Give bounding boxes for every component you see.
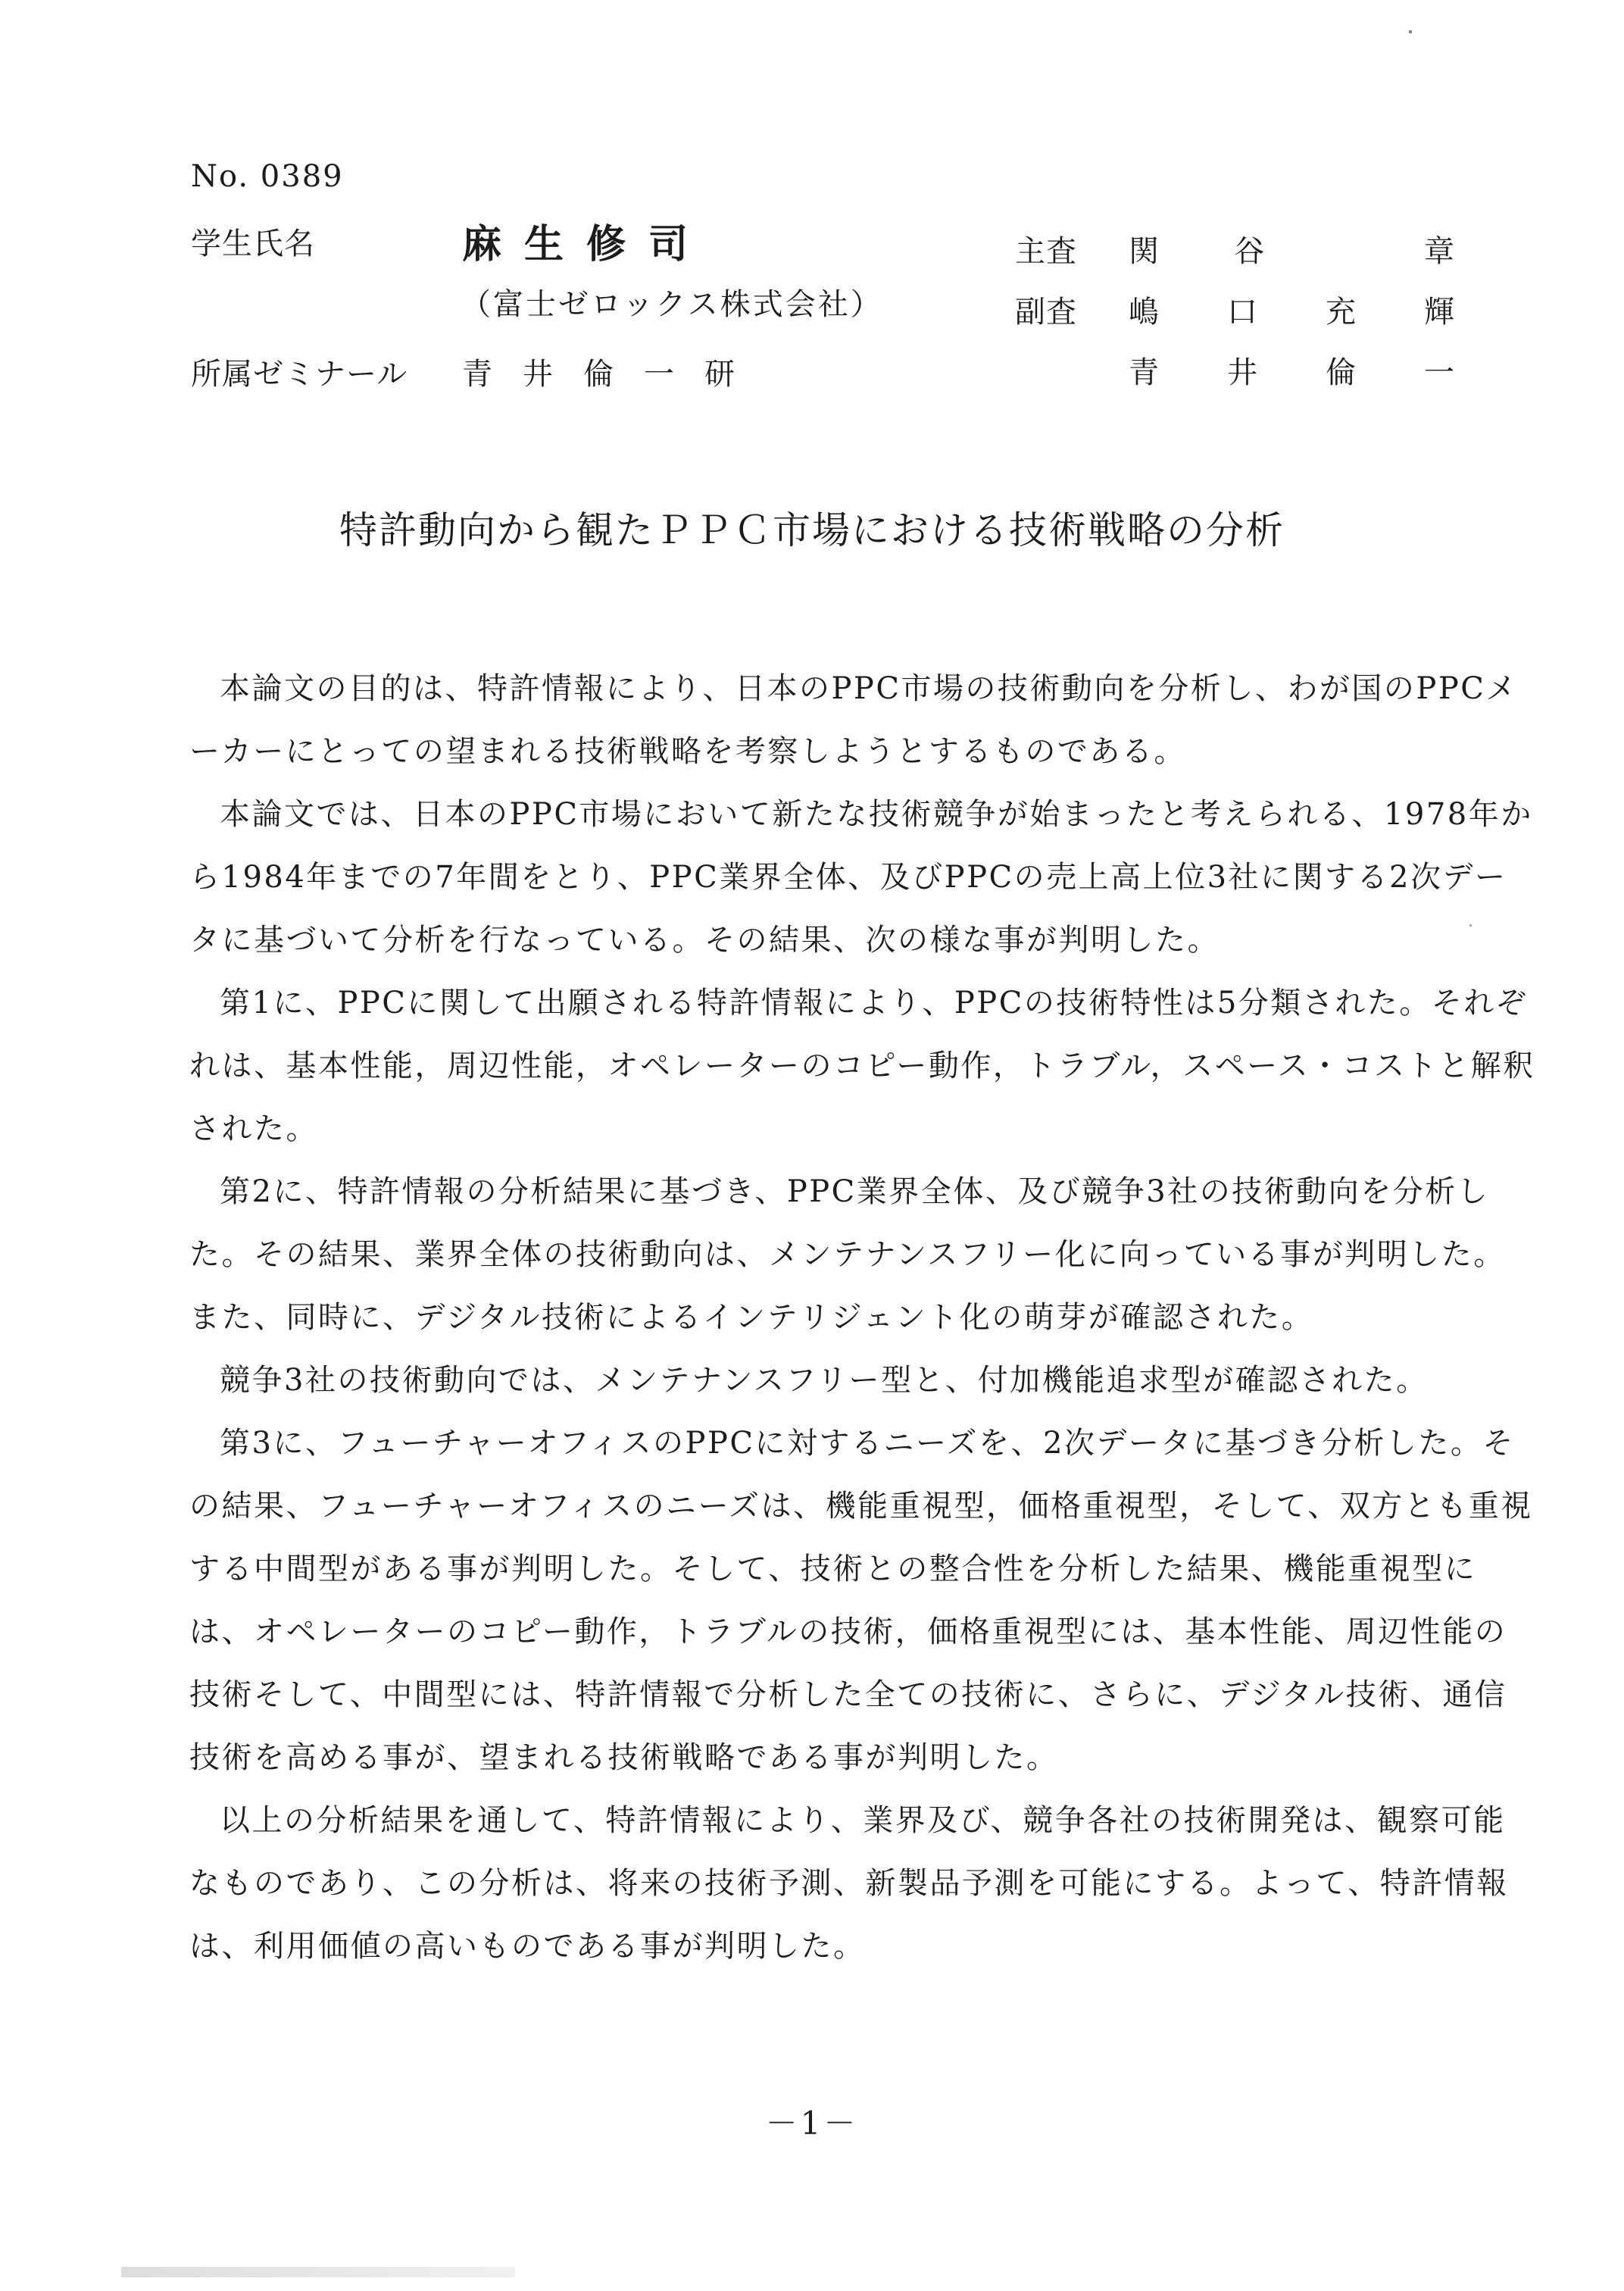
examiner-name-char: 口 [1227, 294, 1257, 330]
abstract-paragraph: 本論文では、日本のPPC市場において新たな技術競争が始まったと考えられる、1978年から1984年までの7年間をとり、PPC業界全体、及びPPCの売上高上位3社に関する2次データに基づいて分析を行なっている。その結果、次の様な事が判明した。 [189, 797, 1533, 958]
abstract-paragraph: 競争3社の技術動向では、メンテナンスフリー型と、付加機能追求型が確認された。 [220, 1363, 1429, 1398]
examiner-name [1129, 227, 1454, 270]
examiner-name-char: 倫 [1326, 355, 1356, 390]
examiner-row-chief [1015, 218, 1454, 279]
examiner-name-char: 関 [1129, 233, 1159, 269]
scan-speck [1469, 924, 1472, 927]
thesis-title: 特許動向から観たＰＰＣ市場における技術戦略の分析 [339, 508, 1285, 552]
examiner-row-vice [1015, 279, 1454, 339]
examiner-role: 副査 [1015, 294, 1077, 330]
examiner-name [1129, 348, 1454, 392]
examiner-role: 主査 [1015, 233, 1077, 269]
student-name-label: 学生氏名 [191, 227, 315, 261]
seminar-value: 青井倫一研 [462, 357, 765, 392]
document-number: No. 0389 [191, 159, 344, 194]
abstract-paragraph: 第2に、特許情報の分析結果に基づき、PPC業界全体、及び競争3社の技術動向を分析した。その結果、業界全体の技術動向は、メンテナンスフリー化に向っている事が判明した。また、同時に、デジタル技術によるインテリジェント化の萌芽が確認された。 [189, 1174, 1506, 1335]
scan-speck [1409, 30, 1412, 33]
seminar-label: 所属ゼミナール [191, 357, 408, 392]
abstract-paragraph: 本論文の目的は、特許情報により、日本のPPC市場の技術動向を分析し、わが国のPPCメーカーにとっての望まれる技術戦略を考察しようとするものである。 [189, 671, 1518, 769]
abstract-paragraph: 第1に、PPCに関して出願される特許情報により、PPCの技術特性は5分類された。それぞれは、基本性能，周辺性能，オペレーターのコピー動作，トラブル，スペース・コストと解釈された。 [189, 986, 1535, 1146]
examiner-name-char: 嶋 [1129, 294, 1159, 330]
examiner-name-char: 一 [1424, 355, 1454, 390]
examiner-name-char: 青 [1129, 355, 1159, 390]
examiner-name [1129, 288, 1454, 331]
abstract-body [189, 658, 1538, 1978]
page-number: －1－ [765, 2105, 859, 2142]
examiner-row-vice-2 [1015, 339, 1454, 400]
examiner-name-char: 輝 [1424, 294, 1454, 330]
examiner-name-char [1339, 227, 1349, 270]
examiner-name-char: 章 [1424, 233, 1454, 269]
abstract-paragraph: 以上の分析結果を通して、特許情報により、業界及び、競争各社の技術開発は、観察可能なものであり、この分析は、将来の技術予測、新製品予測を可能にする。よって、特許情報は、利用価値の高いものである事が判明した。 [189, 1803, 1509, 1964]
examiner-name-char: 谷 [1234, 233, 1265, 269]
student-affiliation: （富士ゼロックス株式会社） [461, 287, 883, 322]
examiner-name-char: 充 [1326, 294, 1356, 330]
student-name: 麻生修司 [462, 221, 711, 267]
scan-artifact [121, 2267, 515, 2277]
examiner-list [1015, 218, 1454, 400]
abstract-paragraph: 第3に、フューチャーオフィスのPPCに対するニーズを、2次データに基づき分析した。その結果、フューチャーオフィスのニーズは、機能重視型，価格重視型，そして、双方とも重視する中間型がある事が判明した。そして、技術との整合性を分析した結果、機能重視型には、オペレーターのコピー動作，トラブルの技術，価格重視型には、基本性能、周辺性能の技術そして、中間型には、特許情報で分析した全ての技術に、さらに、デジタル技術、通信技術を高める事が、望まれる技術戦略である事が判明した。 [189, 1426, 1533, 1775]
examiner-name-char: 井 [1227, 355, 1257, 390]
